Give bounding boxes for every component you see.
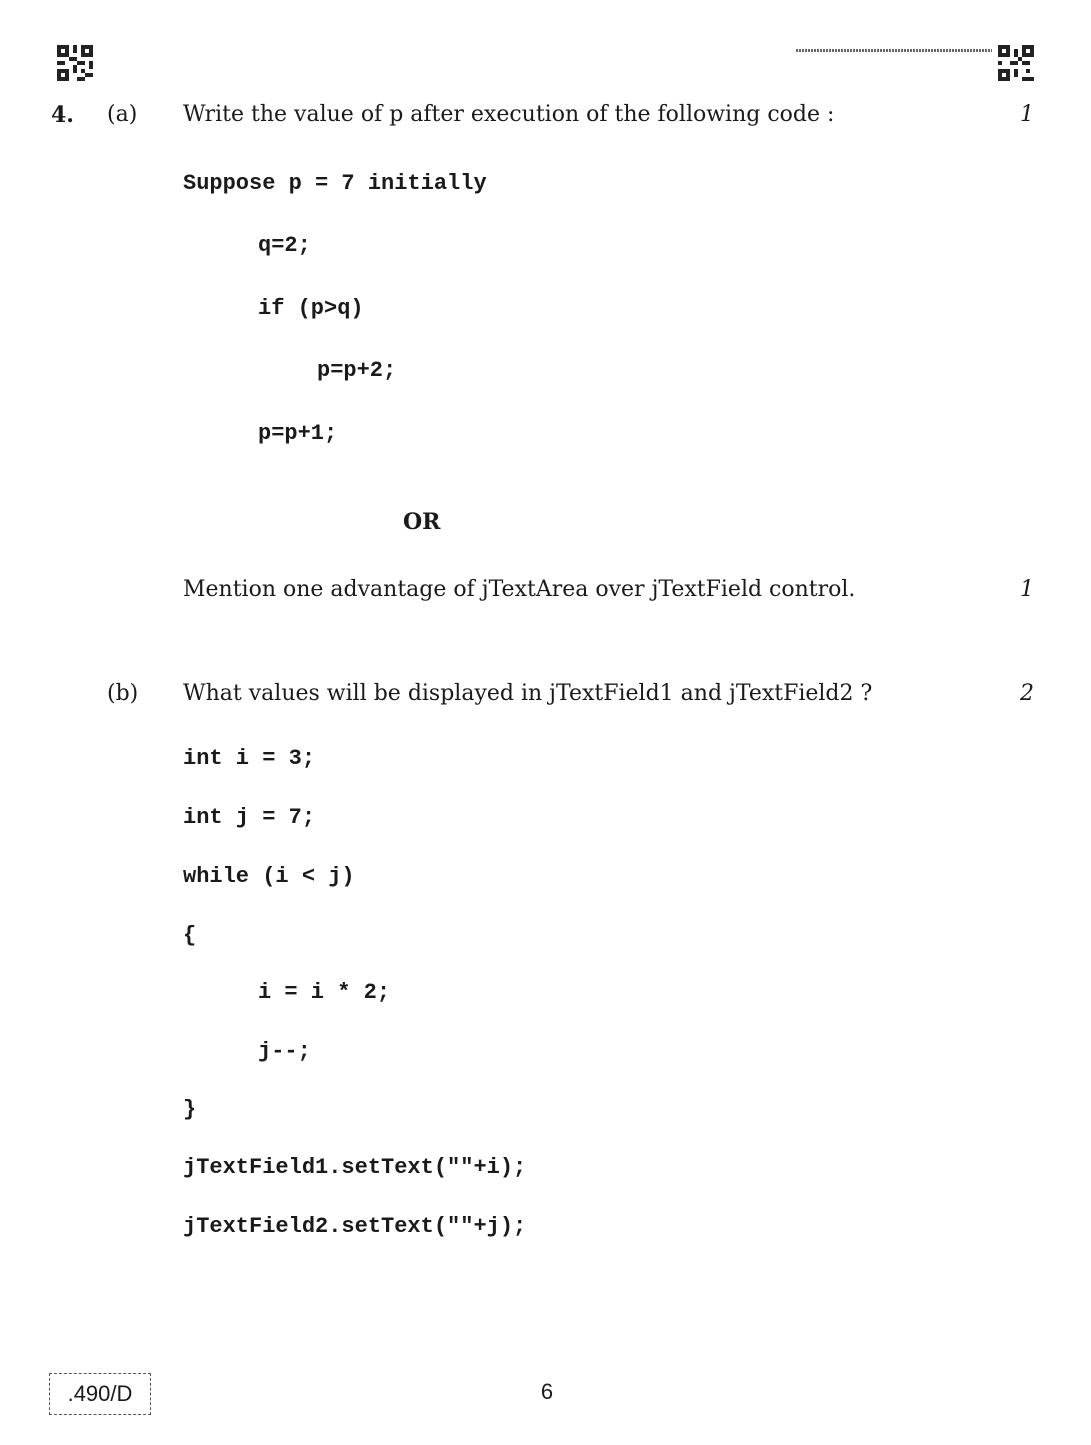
part-a-label: (a) [107,102,138,127]
code-line: int j = 7; [183,805,316,830]
paper-code: .490/D [67,1381,133,1406]
code-line: { [183,923,197,948]
or-label: OR [403,509,441,535]
part-b-label: (b) [107,681,139,706]
part-a-prompt: Write the value of p after execution of the following code : [183,102,835,127]
code-line: i = i * 2; [258,980,391,1005]
code-line: } [183,1097,197,1122]
page-number: 6 [540,1379,554,1404]
code-line: q=2; [258,233,311,258]
qr-code-icon-left [57,45,93,81]
alt-prompt: Mention one advantage of jTextArea over jTextField control. [183,577,856,602]
code-line: if (p>q) [258,296,364,321]
code-line: p=p+1; [258,421,338,446]
code-line: jTextField2.setText(""+j); [183,1214,527,1239]
alt-marks: 1 [1020,577,1034,602]
header-microtext [796,49,992,52]
code-line: while (i < j) [183,864,355,889]
paper-code-box [49,1373,151,1415]
question-number: 4. [51,102,74,128]
part-a-marks: 1 [1020,102,1034,127]
qr-code-icon-right [998,45,1034,81]
part-b-prompt: What values will be displayed in jTextField1 and jTextField2 ? [183,681,873,706]
code-line: Suppose p = 7 initially [183,171,487,196]
code-line: jTextField1.setText(""+i); [183,1155,527,1180]
code-line: int i = 3; [183,746,316,771]
code-line: p=p+2; [317,358,397,383]
code-line: j--; [258,1039,311,1064]
part-b-marks: 2 [1020,681,1034,706]
